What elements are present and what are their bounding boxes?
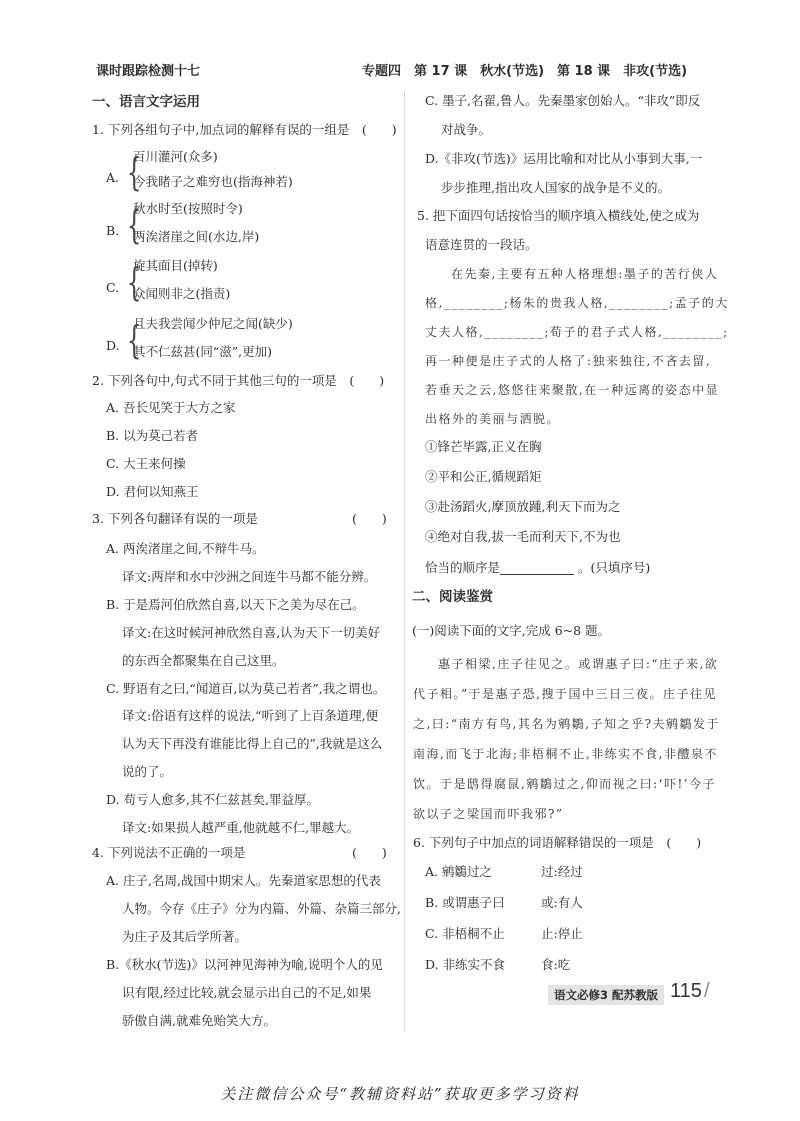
passage-line: 之,曰:“南方有鸟,其名为鹓鶵,子知之乎?夫鹓鶵发于: [413, 717, 721, 731]
option-line: 步步推理,指出攻人国家的战争是不义的。: [441, 180, 670, 195]
option-line: A. 吾长见笑于大方之家: [106, 400, 236, 415]
option-line: 对战争。: [441, 122, 492, 137]
option-line: 认为天下再没有谁能比得上自己的”,我就是这么: [122, 736, 383, 752]
answer-suffix: 。(只填序号): [578, 560, 651, 575]
option-line: 两涘渚崖之间(水边,岸): [133, 229, 260, 244]
page-slash: /: [704, 980, 710, 1002]
passage-line: 再一种便是庄子式的人格了:独来独往,不吝去留,: [425, 354, 712, 368]
option-line: 译文:两岸和水中沙洲之间连牛马都不能分辨。: [122, 568, 377, 584]
answer-blank[interactable]: [500, 560, 574, 575]
passage-line: 若垂天之云,悠悠往来聚散,在一种远离的姿态中显: [425, 383, 720, 397]
option-line: 译文:在这时候河神欣然自喜,认为天下一切美好: [122, 624, 381, 640]
book-label: 语文必修3 配苏教版: [548, 985, 664, 1005]
option-gloss: 食:吃: [541, 957, 571, 972]
passage-line: 南海,而飞于北海;非梧桐不止,非练实不食,非醴泉不: [413, 747, 718, 761]
passage-line: 格,________;杨朱的贵我人格,________;孟子的大: [425, 296, 729, 310]
option-line: A. 鹓鶵过之: [425, 864, 492, 879]
option-line: 今我睹子之难穷也(指海神若): [133, 174, 293, 189]
option-line: B. 以为莫己若者: [106, 428, 199, 443]
question-stem: 5. 把下面四句话按恰当的顺序填入横线处,使之成为: [417, 208, 700, 223]
passage-line: 饮。于是鸱得腐鼠,鹓鶵过之,仰而视之曰:‘吓!’今子: [413, 777, 717, 791]
option-line: 其不仁兹甚(同“滋”,更加): [133, 344, 273, 359]
option-line: 百川灌河(众多): [133, 149, 218, 164]
option-line: 的东西全都聚集在自己这里。: [122, 652, 285, 668]
option-line: 识有限,经过比较,就会显示出自己的不足,如果: [122, 985, 372, 1000]
passage-line: 欲以子之梁国而吓我邪?”: [413, 807, 564, 821]
answer-paren: ( ): [352, 511, 387, 526]
option-line: B.《秋水(节选)》以河神见海神为喻,说明个人的见: [106, 957, 383, 972]
brace-icon: {: [126, 149, 142, 194]
option-line: 且夫我尝闻少仲尼之闻(缺少): [133, 316, 293, 331]
passage-line: 代子相。”于是惠子恐,搜于国中三日三夜。庄子往见: [413, 687, 717, 701]
passage-line: 在先秦,主要有五种人格理想:墨子的苦行侠人: [451, 267, 719, 281]
passage-line: 惠子相梁,庄子往见之。或谓惠子曰:“庄子来,欲: [438, 657, 719, 671]
footer-handwritten-note: 关注微信公众号“教辅资料站”获取更多学习资料: [220, 1085, 580, 1103]
section-title: 一、语言文字运用: [92, 94, 200, 110]
option-gloss: 过:经过: [541, 864, 583, 879]
option-line: C. 野语有之曰,“闻道百,以为莫己若者”,我之谓也。: [106, 680, 386, 696]
question-stem: 语意连贯的一段话。: [425, 237, 538, 252]
option-gloss: 或:有人: [541, 895, 583, 910]
option-line: 为庄子及其后学所著。: [122, 929, 248, 944]
option-line: D. 君何以知燕王: [106, 484, 199, 499]
option-line: 译文:如果损人越严重,他就越不仁,罪越大。: [122, 820, 360, 835]
option-line: A. 两涘渚崖之间,不辩牛马。: [106, 541, 265, 556]
option-line: 秋水时至(按照时令): [133, 201, 243, 216]
option-line: 译文:俗语有这样的说法,“听到了上百条道理,便: [122, 708, 379, 724]
question-stem: 4. 下列说法不正确的一项是: [92, 845, 246, 860]
option-label: A.: [106, 169, 120, 185]
question-stem: 6. 下列句子中加点的词语解释错误的一项是 ( ): [413, 835, 702, 850]
option-line: 说的了。: [122, 764, 173, 780]
question-stem: 3. 下列各句翻译有误的一项是: [92, 511, 258, 526]
option-line: C. 墨子,名翟,鲁人。先秦墨家创始人。“非攻”即反: [425, 93, 701, 108]
option-line: C. 非梧桐不止: [425, 926, 505, 941]
option-label: C.: [106, 280, 120, 295]
option-line: A. 庄子,名周,战国中期宋人。先秦道家思想的代表: [106, 873, 381, 888]
page-number: 115: [670, 980, 702, 1002]
option-line: C. 大王来何操: [106, 456, 186, 471]
question-stem: 2. 下列各句中,句式不同于其他三句的一项是 ( ): [92, 373, 385, 388]
option-line: 人物。今存《庄子》分为内篇、外篇、杂篇三部分,: [122, 901, 401, 916]
option-label: B.: [106, 223, 120, 238]
header-right-title: 专题四 第 17 课 秋水(节选) 第 18 课 非攻(节选): [362, 64, 688, 79]
option-gloss: 止:停止: [541, 926, 583, 941]
passage-line: 出格外的美丽与洒脱。: [425, 412, 561, 426]
option-line: B. 或谓惠子曰: [425, 895, 505, 910]
option-label: D.: [106, 338, 120, 353]
option-line: D.《非攻(节选)》运用比喻和对比从小事到大事,一: [425, 151, 703, 166]
option-line: 众闻则非之(指责): [133, 286, 231, 301]
question-stem: 1. 下列各组句子中,加点词的解释有误的一组是 ( ): [92, 122, 397, 137]
choice-line: ②平和公正,循规蹈矩: [425, 469, 542, 484]
brace-icon: {: [126, 260, 142, 304]
section-title: 二、阅读鉴赏: [412, 589, 493, 605]
option-line: 旋其面目(掉转): [133, 258, 218, 273]
passage-line: 丈夫人格,________;荀子的君子式人格,________;: [425, 325, 729, 339]
answer-prompt: 恰当的顺序是: [425, 560, 501, 575]
reading-intro: (一)阅读下面的文字,完成 6~8 题。: [412, 623, 611, 638]
brace-icon: {: [126, 203, 142, 247]
option-line: D. 苟亏人愈多,其不仁兹甚矣,罪益厚。: [106, 792, 319, 808]
option-line: B. 于是焉河伯欣然自喜,以天下之美为尽在己。: [106, 596, 365, 612]
choice-line: ④绝对自我,拔一毛而利天下,不为也: [425, 529, 621, 544]
header-left-title: 课时跟踪检测十七: [96, 64, 201, 79]
choice-line: ①锋芒毕露,正义在胸: [425, 439, 542, 454]
option-line: 骄傲自满,就难免贻笑大方。: [122, 1013, 276, 1028]
column-divider: [404, 92, 405, 1032]
answer-paren: ( ): [352, 845, 387, 860]
brace-icon: {: [126, 318, 142, 362]
option-line: D. 非练实不食: [425, 957, 506, 972]
choice-line: ③赴汤蹈火,摩顶放踵,利天下而为之: [425, 499, 621, 514]
